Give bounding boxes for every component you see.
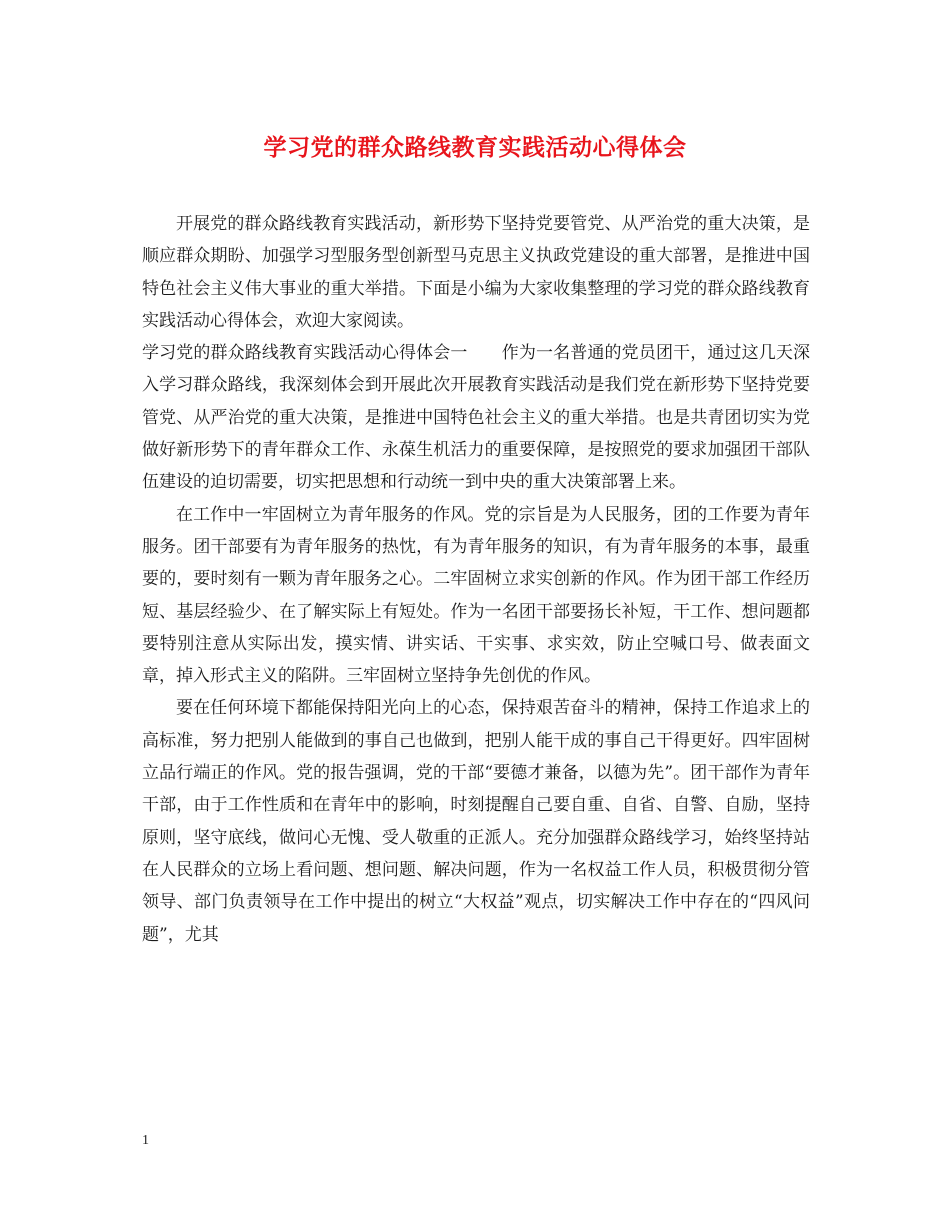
- paragraph-section-one: 学习党的群众路线教育实践活动心得体会一 作为一名普通的党员团干，通过这几天深入学习群众路线，我深刻体会到开展此次开展教育实践活动是我们党在新形势下坚持党要管党、从严治党的重大决策，是推进中国特色社会主义的重大举措。也是共青团切实为党做好新形势下的青年群众工作、永葆生机活力的重要保障，是按照党的要求加强团干部队伍建设的迫切需要，切实把思想和行动统一到中央的重大决策部署上来。: [142, 343, 810, 493]
- paragraph-work-style: 在工作中一牢固树立为青年服务的作风。党的宗旨是为人民服务，团的工作要为青年服务。团干部要有为青年服务的热忱，有为青年服务的知识，有为青年服务的本事，最重要的，要时刻有一颗为青年服务之心。二牢固树立求实创新的作风。作为团干部工作经历短、基层经验少、在了解实际上有短处。作为一名团干部要扬长补短，干工作、想问题都要特别注意从实际出发，摸实情、讲实话、干实事、求实效，防止空喊口号、做表面文章，掉入形式主义的陷阱。三牢固树立坚持争先创优的作风。: [142, 504, 810, 687]
- page-number: 1: [142, 1133, 149, 1148]
- document-body: [142, 208, 810, 951]
- document-title: 学习党的群众路线教育实践活动心得体会: [263, 134, 687, 161]
- paragraph-intro: 开展党的群众路线教育实践活动，新形势下坚持党要管党、从严治党的重大决策，是顺应群众期盼、加强学习型服务型创新型马克思主义执政党建设的重大部署，是推进中国特色社会主义伟大事业的重大举措。下面是小编为大家收集整理的学习党的群众路线教育实践活动心得体会，欢迎大家阅读。: [142, 214, 810, 331]
- paragraph-attitude: 要在任何环境下都能保持阳光向上的心态，保持艰苦奋斗的精神，保持工作追求上的高标准，努力把别人能做到的事自己也做到，把别人能干成的事自己干得更好。四牢固树立品行端正的作风。党的报告强调，党的干部“要德才兼备，以德为先”。团干部作为青年干部，由于工作性质和在青年中的影响，时刻提醒自己要自重、自省、自警、自励，坚持原则，坚守底线，做问心无愧、受人敬重的正派人。充分加强群众路线学习，始终坚持站在人民群众的立场上看问题、想问题、解决问题，作为一名权益工作人员，积极贯彻分管领导、部门负责领导在工作中提出的树立“大权益”观点，切实解决工作中存在的“四风问题”，尤其: [142, 698, 810, 945]
